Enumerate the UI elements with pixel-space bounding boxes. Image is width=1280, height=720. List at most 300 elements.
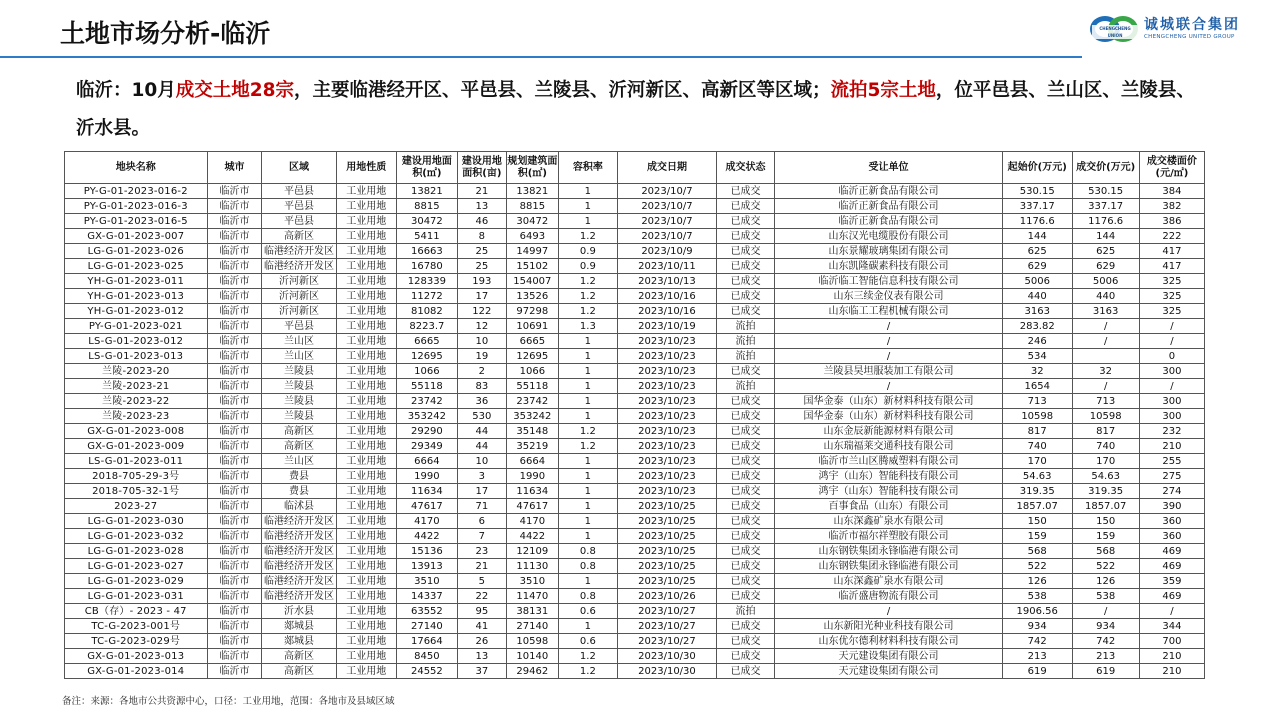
cell-planned-gfa: 353242 — [507, 409, 559, 424]
cell-city: 临沂市 — [207, 184, 262, 199]
cell-deal-status: 已成交 — [716, 499, 774, 514]
cell-plot-ratio: 1.3 — [558, 319, 617, 334]
cell-start-price: 1906.56 — [1002, 604, 1072, 619]
cell-plot-ratio: 1 — [558, 454, 617, 469]
cell-area-mu: 22 — [457, 589, 506, 604]
cell-district: 高新区 — [262, 439, 336, 454]
cell-parcel-name: 2023-27 — [65, 499, 208, 514]
table-row — [65, 319, 1205, 334]
cell-deal-date: 2023/10/9 — [618, 244, 717, 259]
cell-city: 临沂市 — [207, 529, 262, 544]
cell-buyer: / — [775, 334, 1003, 349]
cell-deal-price: 619 — [1072, 664, 1139, 679]
cell-area-mu: 6 — [457, 514, 506, 529]
cell-parcel-name: LG-G-01-2023-028 — [65, 544, 208, 559]
cell-deal-date: 2023/10/23 — [618, 454, 717, 469]
cell-city: 临沂市 — [207, 469, 262, 484]
table-row — [65, 199, 1205, 214]
cell-area-sqm: 17664 — [397, 634, 458, 649]
cell-district: 平邑县 — [262, 319, 336, 334]
cell-floor-price: / — [1139, 334, 1204, 349]
cell-plot-ratio: 0.9 — [558, 244, 617, 259]
cell-land-use: 工业用地 — [336, 649, 397, 664]
cell-area-sqm: 55118 — [397, 379, 458, 394]
cell-deal-date: 2023/10/16 — [618, 289, 717, 304]
cell-district: 沂水县 — [262, 604, 336, 619]
cell-buyer: 山东临工工程机械有限公司 — [775, 304, 1003, 319]
cell-city: 临沂市 — [207, 274, 262, 289]
cell-deal-status: 已成交 — [716, 199, 774, 214]
table-row — [65, 244, 1205, 259]
cell-land-use: 工业用地 — [336, 634, 397, 649]
column-header-deal-status: 成交状态 — [716, 152, 774, 184]
cell-floor-price: 210 — [1139, 649, 1204, 664]
cell-planned-gfa: 30472 — [507, 214, 559, 229]
cell-plot-ratio: 1 — [558, 499, 617, 514]
cell-land-use: 工业用地 — [336, 529, 397, 544]
cell-plot-ratio: 1 — [558, 469, 617, 484]
cell-start-price: 1857.07 — [1002, 499, 1072, 514]
cell-planned-gfa: 12109 — [507, 544, 559, 559]
cell-area-sqm: 4170 — [397, 514, 458, 529]
cell-deal-price: 150 — [1072, 514, 1139, 529]
table-row — [65, 469, 1205, 484]
cell-deal-status: 已成交 — [716, 454, 774, 469]
cell-area-sqm: 12695 — [397, 349, 458, 364]
cell-start-price: 625 — [1002, 244, 1072, 259]
cell-buyer: 天元建设集团有限公司 — [775, 649, 1003, 664]
cell-start-price: 144 — [1002, 229, 1072, 244]
cell-plot-ratio: 1.2 — [558, 664, 617, 679]
cell-deal-status: 流拍 — [716, 604, 774, 619]
cell-area-mu: 530 — [457, 409, 506, 424]
cell-deal-date: 2023/10/30 — [618, 649, 717, 664]
cell-city: 临沂市 — [207, 559, 262, 574]
company-logo — [1090, 12, 1270, 46]
cell-deal-status: 已成交 — [716, 394, 774, 409]
cell-area-sqm: 13821 — [397, 184, 458, 199]
cell-parcel-name: GX-G-01-2023-013 — [65, 649, 208, 664]
cell-parcel-name: 兰陵-2023-23 — [65, 409, 208, 424]
cell-floor-price: / — [1139, 604, 1204, 619]
cell-deal-price: 337.17 — [1072, 199, 1139, 214]
cell-plot-ratio: 1 — [558, 379, 617, 394]
cell-floor-price: / — [1139, 379, 1204, 394]
cell-deal-status: 已成交 — [716, 514, 774, 529]
cell-parcel-name: PY-G-01-2023-021 — [65, 319, 208, 334]
table-row — [65, 454, 1205, 469]
cell-area-mu: 25 — [457, 244, 506, 259]
cell-deal-status: 已成交 — [716, 229, 774, 244]
cell-area-sqm: 1990 — [397, 469, 458, 484]
cell-area-sqm: 27140 — [397, 619, 458, 634]
cell-planned-gfa: 10140 — [507, 649, 559, 664]
cell-district: 兰陵县 — [262, 379, 336, 394]
cell-land-use: 工业用地 — [336, 424, 397, 439]
cell-start-price: 54.63 — [1002, 469, 1072, 484]
summary-part2: ，主要临港经开区、平邑县、兰陵县、沂河新区、高新区等区域； — [294, 80, 831, 101]
cell-start-price: 713 — [1002, 394, 1072, 409]
cell-start-price: 32 — [1002, 364, 1072, 379]
cell-deal-price: 1176.6 — [1072, 214, 1139, 229]
summary-highlight-deals: 成交土地28宗 — [175, 80, 294, 101]
cell-planned-gfa: 10691 — [507, 319, 559, 334]
table-row — [65, 334, 1205, 349]
cell-deal-status: 已成交 — [716, 409, 774, 424]
cell-parcel-name: 2018-705-29-3号 — [65, 469, 208, 484]
cell-planned-gfa: 38131 — [507, 604, 559, 619]
cell-buyer: 国华金泰（山东）新材料科技有限公司 — [775, 409, 1003, 424]
cell-deal-price: 159 — [1072, 529, 1139, 544]
cell-deal-price — [1072, 349, 1139, 364]
cell-city: 临沂市 — [207, 454, 262, 469]
cell-buyer: 天元建设集团有限公司 — [775, 664, 1003, 679]
cell-area-sqm: 6665 — [397, 334, 458, 349]
cell-land-use: 工业用地 — [336, 304, 397, 319]
cell-parcel-name: TC-G-2023-029号 — [65, 634, 208, 649]
table-row — [65, 634, 1205, 649]
cell-area-mu: 2 — [457, 364, 506, 379]
cell-area-sqm: 15136 — [397, 544, 458, 559]
cell-land-use: 工业用地 — [336, 334, 397, 349]
cell-city: 临沂市 — [207, 304, 262, 319]
cell-deal-status: 流拍 — [716, 379, 774, 394]
cell-city: 临沂市 — [207, 649, 262, 664]
cell-area-mu: 193 — [457, 274, 506, 289]
table-row — [65, 394, 1205, 409]
cell-area-sqm: 81082 — [397, 304, 458, 319]
cell-area-mu: 7 — [457, 529, 506, 544]
cell-district: 兰山区 — [262, 454, 336, 469]
cell-buyer: 鸿宇（山东）智能科技有限公司 — [775, 469, 1003, 484]
column-header-area-mu: 建设用地面积(亩) — [457, 152, 506, 184]
cell-buyer: 山东瑞福莱交通科技有限公司 — [775, 439, 1003, 454]
cell-planned-gfa: 11130 — [507, 559, 559, 574]
cell-floor-price: 386 — [1139, 214, 1204, 229]
cell-planned-gfa: 11634 — [507, 484, 559, 499]
cell-start-price: 568 — [1002, 544, 1072, 559]
cell-district: 费县 — [262, 469, 336, 484]
cell-plot-ratio: 1 — [558, 574, 617, 589]
cell-deal-date: 2023/10/23 — [618, 484, 717, 499]
cell-floor-price: 255 — [1139, 454, 1204, 469]
cell-deal-price: / — [1072, 379, 1139, 394]
cell-parcel-name: LS-G-01-2023-011 — [65, 454, 208, 469]
cell-buyer: 山东汉光电缆股份有限公司 — [775, 229, 1003, 244]
cell-planned-gfa: 13526 — [507, 289, 559, 304]
cell-plot-ratio: 1.2 — [558, 424, 617, 439]
cell-area-sqm: 16663 — [397, 244, 458, 259]
cell-city: 临沂市 — [207, 499, 262, 514]
cell-district: 兰陵县 — [262, 409, 336, 424]
cell-floor-price: 210 — [1139, 664, 1204, 679]
cell-planned-gfa: 11470 — [507, 589, 559, 604]
table-row — [65, 664, 1205, 679]
cell-deal-date: 2023/10/7 — [618, 214, 717, 229]
cell-deal-date: 2023/10/11 — [618, 259, 717, 274]
cell-plot-ratio: 1.2 — [558, 649, 617, 664]
cell-deal-date: 2023/10/27 — [618, 604, 717, 619]
cell-land-use: 工业用地 — [336, 364, 397, 379]
cell-floor-price: 700 — [1139, 634, 1204, 649]
cell-parcel-name: GX-G-01-2023-009 — [65, 439, 208, 454]
cell-parcel-name: LG-G-01-2023-025 — [65, 259, 208, 274]
cell-area-sqm: 8223.7 — [397, 319, 458, 334]
cell-start-price: 538 — [1002, 589, 1072, 604]
cell-city: 临沂市 — [207, 394, 262, 409]
cell-plot-ratio: 1 — [558, 514, 617, 529]
cell-deal-price: 10598 — [1072, 409, 1139, 424]
cell-deal-status: 已成交 — [716, 619, 774, 634]
cell-area-sqm: 47617 — [397, 499, 458, 514]
cell-buyer: 兰陵县昊坦服装加工有限公司 — [775, 364, 1003, 379]
cell-land-use: 工业用地 — [336, 199, 397, 214]
cell-area-sqm: 63552 — [397, 604, 458, 619]
cell-district: 兰山区 — [262, 334, 336, 349]
cell-floor-price: 417 — [1139, 244, 1204, 259]
cell-deal-status: 已成交 — [716, 559, 774, 574]
cell-area-mu: 21 — [457, 184, 506, 199]
cell-area-mu: 10 — [457, 334, 506, 349]
cell-land-use: 工业用地 — [336, 289, 397, 304]
cell-start-price: 619 — [1002, 664, 1072, 679]
cell-buyer: 山东三续金仪表有限公司 — [775, 289, 1003, 304]
cell-planned-gfa: 4422 — [507, 529, 559, 544]
cell-land-use: 工业用地 — [336, 589, 397, 604]
cell-land-use: 工业用地 — [336, 394, 397, 409]
cell-deal-price: 713 — [1072, 394, 1139, 409]
cell-planned-gfa: 3510 — [507, 574, 559, 589]
cell-start-price: 522 — [1002, 559, 1072, 574]
cell-area-sqm: 30472 — [397, 214, 458, 229]
cell-start-price: 629 — [1002, 259, 1072, 274]
cell-district: 临港经济开发区 — [262, 574, 336, 589]
cell-deal-price: 817 — [1072, 424, 1139, 439]
cell-planned-gfa: 55118 — [507, 379, 559, 394]
cell-floor-price: 469 — [1139, 589, 1204, 604]
cell-floor-price: 469 — [1139, 544, 1204, 559]
cell-plot-ratio: 1 — [558, 349, 617, 364]
cell-deal-status: 已成交 — [716, 289, 774, 304]
table-row — [65, 544, 1205, 559]
cell-floor-price: 274 — [1139, 484, 1204, 499]
cell-area-mu: 17 — [457, 289, 506, 304]
cell-planned-gfa: 47617 — [507, 499, 559, 514]
cell-area-mu: 44 — [457, 424, 506, 439]
cell-plot-ratio: 0.8 — [558, 544, 617, 559]
cell-land-use: 工业用地 — [336, 499, 397, 514]
cell-land-use: 工业用地 — [336, 469, 397, 484]
table-row — [65, 184, 1205, 199]
cell-buyer: 临沂盛唐物流有限公司 — [775, 589, 1003, 604]
cell-deal-price: 625 — [1072, 244, 1139, 259]
table-row — [65, 499, 1205, 514]
cell-planned-gfa: 35219 — [507, 439, 559, 454]
cell-deal-price: 54.63 — [1072, 469, 1139, 484]
cell-area-mu: 41 — [457, 619, 506, 634]
cell-city: 临沂市 — [207, 289, 262, 304]
cell-start-price: 530.15 — [1002, 184, 1072, 199]
cell-district: 平邑县 — [262, 214, 336, 229]
cell-area-mu: 8 — [457, 229, 506, 244]
cell-deal-date: 2023/10/25 — [618, 529, 717, 544]
cell-start-price: 319.35 — [1002, 484, 1072, 499]
cell-area-sqm: 16780 — [397, 259, 458, 274]
cell-planned-gfa: 15102 — [507, 259, 559, 274]
cell-land-use: 工业用地 — [336, 214, 397, 229]
cell-district: 临沭县 — [262, 499, 336, 514]
table-row — [65, 529, 1205, 544]
cell-plot-ratio: 1 — [558, 364, 617, 379]
cell-area-sqm: 29290 — [397, 424, 458, 439]
cell-city: 临沂市 — [207, 574, 262, 589]
cell-plot-ratio: 1 — [558, 409, 617, 424]
cell-floor-price: 382 — [1139, 199, 1204, 214]
cell-start-price: 3163 — [1002, 304, 1072, 319]
cell-buyer: 山东景耀玻璃集团有限公司 — [775, 244, 1003, 259]
table-row — [65, 619, 1205, 634]
column-header-start-price: 起始价(万元) — [1002, 152, 1072, 184]
cell-planned-gfa: 1990 — [507, 469, 559, 484]
cell-plot-ratio: 1.2 — [558, 439, 617, 454]
cell-deal-price: 530.15 — [1072, 184, 1139, 199]
cell-buyer: 临沂正新食品有限公司 — [775, 199, 1003, 214]
cell-start-price: 440 — [1002, 289, 1072, 304]
cell-city: 临沂市 — [207, 589, 262, 604]
cell-area-mu: 10 — [457, 454, 506, 469]
cell-land-use: 工业用地 — [336, 454, 397, 469]
cell-area-mu: 71 — [457, 499, 506, 514]
cell-area-mu: 13 — [457, 649, 506, 664]
cell-land-use: 工业用地 — [336, 184, 397, 199]
column-header-planned-gfa: 规划建筑面积(㎡) — [507, 152, 559, 184]
cell-deal-date: 2023/10/7 — [618, 229, 717, 244]
cell-deal-date: 2023/10/25 — [618, 544, 717, 559]
cell-plot-ratio: 0.6 — [558, 604, 617, 619]
cell-start-price: 10598 — [1002, 409, 1072, 424]
cell-floor-price: 300 — [1139, 394, 1204, 409]
cell-floor-price: 232 — [1139, 424, 1204, 439]
cell-district: 高新区 — [262, 649, 336, 664]
cell-floor-price: 325 — [1139, 304, 1204, 319]
cell-city: 临沂市 — [207, 319, 262, 334]
cell-parcel-name: LG-G-01-2023-029 — [65, 574, 208, 589]
summary-text — [76, 72, 1206, 148]
table-row — [65, 589, 1205, 604]
cell-land-use: 工业用地 — [336, 349, 397, 364]
cell-floor-price: 222 — [1139, 229, 1204, 244]
table-row — [65, 349, 1205, 364]
cell-plot-ratio: 1.2 — [558, 229, 617, 244]
cell-deal-status: 已成交 — [716, 274, 774, 289]
cell-land-use: 工业用地 — [336, 604, 397, 619]
cell-deal-price: 5006 — [1072, 274, 1139, 289]
cell-area-mu: 26 — [457, 634, 506, 649]
cell-deal-price: 742 — [1072, 634, 1139, 649]
title-divider — [0, 56, 1082, 58]
logo-mark-text: CHENGCHENG UNION — [1092, 25, 1138, 39]
cell-city: 临沂市 — [207, 244, 262, 259]
cell-buyer: 山东金辰新能源材料有限公司 — [775, 424, 1003, 439]
table-row — [65, 214, 1205, 229]
cell-area-mu: 3 — [457, 469, 506, 484]
cell-city: 临沂市 — [207, 379, 262, 394]
cell-plot-ratio: 1 — [558, 484, 617, 499]
cell-deal-status: 已成交 — [716, 364, 774, 379]
cell-deal-date: 2023/10/23 — [618, 394, 717, 409]
cell-district: 临港经济开发区 — [262, 589, 336, 604]
cell-start-price: 817 — [1002, 424, 1072, 439]
cell-deal-status: 已成交 — [716, 634, 774, 649]
cell-start-price: 5006 — [1002, 274, 1072, 289]
cell-district: 兰山区 — [262, 349, 336, 364]
cell-plot-ratio: 1 — [558, 199, 617, 214]
cell-area-sqm: 14337 — [397, 589, 458, 604]
cell-planned-gfa: 35148 — [507, 424, 559, 439]
cell-area-mu: 44 — [457, 439, 506, 454]
cell-district: 高新区 — [262, 664, 336, 679]
cell-city: 临沂市 — [207, 514, 262, 529]
cell-district: 临港经济开发区 — [262, 529, 336, 544]
cell-parcel-name: PY-G-01-2023-016-2 — [65, 184, 208, 199]
cell-deal-status: 已成交 — [716, 574, 774, 589]
cell-area-mu: 122 — [457, 304, 506, 319]
cell-city: 临沂市 — [207, 349, 262, 364]
cell-deal-date: 2023/10/23 — [618, 364, 717, 379]
cell-buyer: 山东深鑫矿泉水有限公司 — [775, 514, 1003, 529]
cell-buyer: 山东钢铁集团永锋临港有限公司 — [775, 544, 1003, 559]
cell-plot-ratio: 0.9 — [558, 259, 617, 274]
cell-buyer: 临沂正新食品有限公司 — [775, 184, 1003, 199]
cell-deal-price: 934 — [1072, 619, 1139, 634]
logo-name-en: CHENGCHENG UNITED GROUP — [1144, 34, 1235, 40]
cell-start-price: 742 — [1002, 634, 1072, 649]
cell-district: 临港经济开发区 — [262, 244, 336, 259]
cell-deal-date: 2023/10/27 — [618, 634, 717, 649]
cell-area-sqm: 29349 — [397, 439, 458, 454]
cell-floor-price: 325 — [1139, 274, 1204, 289]
cell-buyer: 国华金泰（山东）新材料科技有限公司 — [775, 394, 1003, 409]
cell-district: 费县 — [262, 484, 336, 499]
cell-area-mu: 37 — [457, 664, 506, 679]
cell-parcel-name: LG-G-01-2023-032 — [65, 529, 208, 544]
cell-parcel-name: GX-G-01-2023-014 — [65, 664, 208, 679]
cell-district: 沂河新区 — [262, 274, 336, 289]
cell-district: 沂河新区 — [262, 289, 336, 304]
cell-parcel-name: LG-G-01-2023-031 — [65, 589, 208, 604]
table-body — [65, 184, 1205, 679]
cell-district: 兰陵县 — [262, 394, 336, 409]
cell-land-use: 工业用地 — [336, 574, 397, 589]
cell-area-sqm: 5411 — [397, 229, 458, 244]
cell-deal-status: 已成交 — [716, 649, 774, 664]
cell-area-sqm: 3510 — [397, 574, 458, 589]
cell-start-price: 150 — [1002, 514, 1072, 529]
cell-buyer: 山东优尔德利材料科技有限公司 — [775, 634, 1003, 649]
cell-floor-price: 300 — [1139, 409, 1204, 424]
cell-city: 临沂市 — [207, 604, 262, 619]
cell-city: 临沂市 — [207, 544, 262, 559]
cell-deal-status: 已成交 — [716, 184, 774, 199]
cell-start-price: 126 — [1002, 574, 1072, 589]
cell-start-price: 740 — [1002, 439, 1072, 454]
summary-part3: ，位平邑县、兰山区、兰陵县、沂水县。 — [76, 80, 1195, 139]
cell-parcel-name: GX-G-01-2023-007 — [65, 229, 208, 244]
cell-area-mu: 46 — [457, 214, 506, 229]
cell-floor-price: 384 — [1139, 184, 1204, 199]
cell-plot-ratio: 0.6 — [558, 634, 617, 649]
cell-area-mu: 36 — [457, 394, 506, 409]
